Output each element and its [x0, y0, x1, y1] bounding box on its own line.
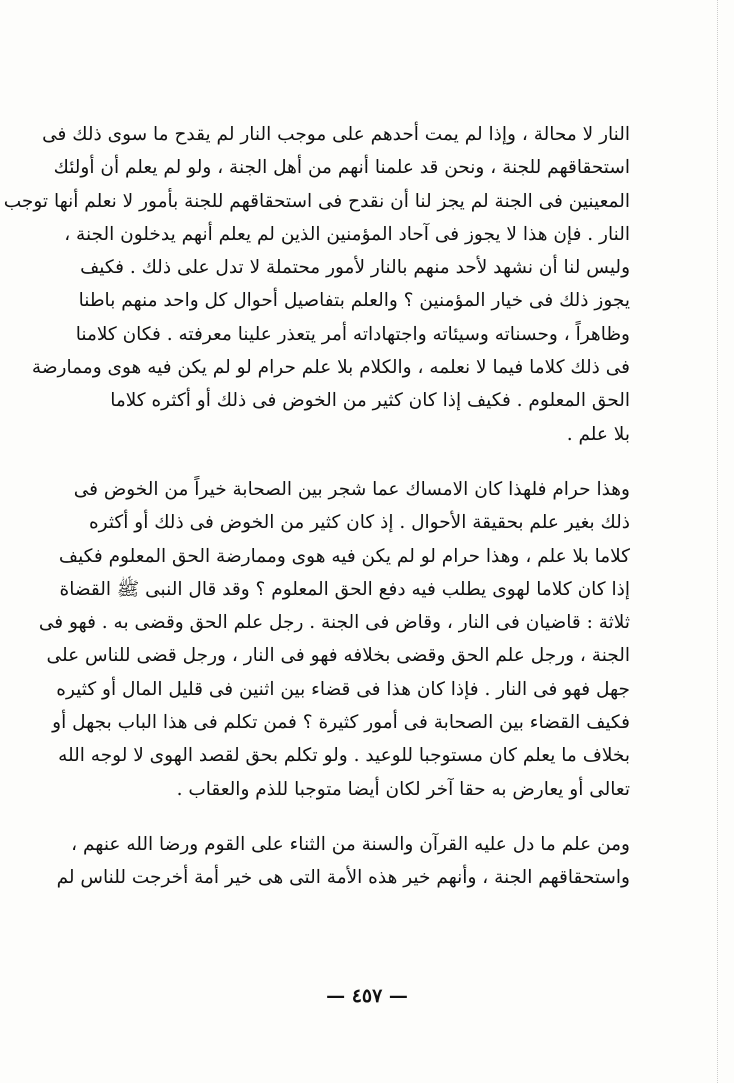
text-line: النار . فإن هذا لا يجوز فى آحاد المؤمنين الذين لم يعلم أنهم يدخلون الجنة ، — [64, 223, 630, 245]
text-line: فى ذلك كلاما فيما لا نعلمه ، والكلام بلا علم حرام لو لم يكن فيه هوى وممارضة — [31, 357, 630, 379]
paragraph-1 — [3, 118, 630, 451]
page-edge — [717, 0, 718, 1083]
text-line: بخلاف ما يعلم كان مستوجبا للوعيد . ولو تكلم بحق لقصد الهوى لا لوجه الله — [58, 745, 630, 767]
text-line: ذلك بغير علم بحقيقة الأحوال . إذ كان كثير من الخوض فى ذلك أو أكثره — [88, 512, 630, 534]
text-line: واستحقاقهم الجنة ، وأنهم خير هذه الأمة التى هى خير أمة أخرجت للناس لم — [56, 867, 630, 889]
page-number: — ٤٥٧ — — [326, 985, 408, 1007]
paragraph-3 — [56, 828, 630, 895]
text-line: كلاما بلا علم ، وهذا حرام لو لم يكن فيه هوى وممارضة الحق المعلوم فكيف — [58, 545, 630, 567]
text-line: جهل فهو فى النار . فإذا كان هذا فى قضاء بين اثنين فى قليل المال أو كثيره — [56, 678, 630, 700]
text-line: وظاهراً ، وحسناته وسيئاته واجتهاداته أمر يتعذر علينا معرفته . فكان كلامنا — [75, 323, 630, 345]
text-line: تعالى أو يعارض به حقا آخر لكان أيضا متوجبا للذم والعقاب . — [176, 778, 630, 800]
text-line: يجوز ذلك فى خيار المؤمنين ؟ والعلم بتفاصيل أحوال كل واحد منهم باطنا — [78, 290, 630, 312]
text-line: ومن علم ما دل عليه القرآن والسنة من الثناء على القوم ورضا الله عنهم ، — [71, 833, 630, 855]
text-line: فكيف القضاء بين الصحابة فى أمور كثيرة ؟ فمن تكلم فى هذا الباب بجهل أو — [52, 712, 630, 734]
text-line: ثلاثة : قاضيان فى النار ، وقاض فى الجنة . رجل علم الحق وقضى به . فهو فى — [38, 612, 630, 634]
text-line: وهذا حرام فلهذا كان الامساك عما شجر بين الصحابة خيراً من الخوض فى — [73, 478, 630, 500]
text-line: النار لا محالة ، وإذا لم يمت أحدهم على موجب النار لم يقدح ما سوى ذلك فى — [42, 124, 630, 145]
text-line: وليس لنا أن نشهد لأحد منهم بالنار لأمور محتملة لا تدل على ذلك . فكيف — [80, 257, 630, 279]
text-line: استحقاقهم للجنة ، ونحن قد علمنا أنهم من أهل الجنة ، ولو لم يعلم أن أولئك — [53, 157, 630, 179]
text-line: الجنة ، ورجل علم الحق وقضى بخلافه فهو فى النار ، ورجل قضى للناس على — [46, 645, 630, 667]
text-line: الحق المعلوم . فكيف إذا كان كثير من الخوض فى ذلك أو أكثره كلاما — [110, 390, 630, 412]
text-line: المعينين فى الجنة لم يجز لنا أن نقدح فى استحقاقهم للجنة بأمور لا نعلم أنها توجب — [3, 190, 630, 212]
paragraph-2 — [38, 473, 630, 806]
text-line: إذا كان كلاما لهوى يطلب فيه دفع الحق المعلوم ؟ وقد قال النبى ﷺ القضاة — [59, 578, 630, 600]
text-line: بلا علم . — [566, 423, 630, 445]
